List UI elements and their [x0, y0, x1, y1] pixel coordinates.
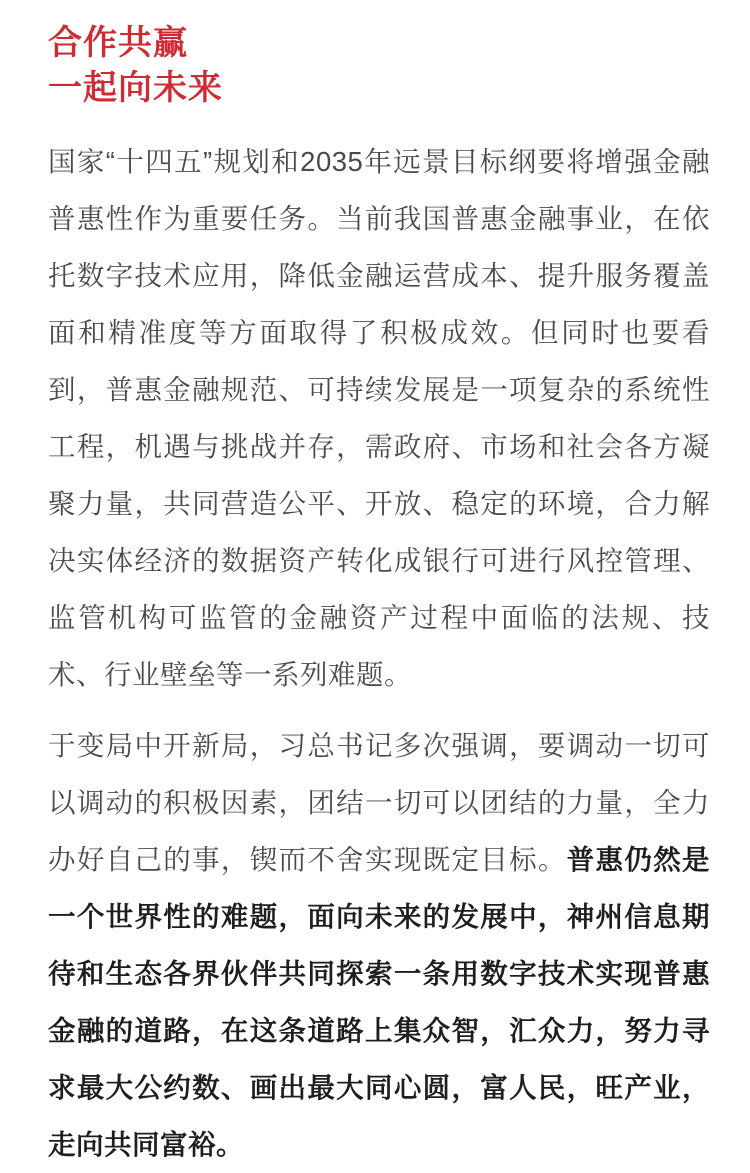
- title-line-1: 合作共赢: [48, 24, 188, 62]
- title-line-2: 一起向未来: [48, 69, 223, 107]
- paragraph-2: [48, 717, 710, 1173]
- paragraph-2-normal-text: 于变局中开新局，习总书记多次强调，要调动一切可以调动的积极因素，团结一切可以团结的力量，全力办好自己的事，锲而不舍实现既定目标。: [48, 730, 710, 875]
- article-title: [48, 21, 710, 111]
- paragraph-2-bold-text: 普惠仍然是一个世界性的难题，面向未来的发展中，神州信息期待和生态各界伙伴共同探索一条用数字技术实现普惠金融的道路，在这条道路上集众智，汇众力，努力寻求最大公约数、画出最大同心圆，富人民，旺产业，走向共同富裕。: [48, 844, 711, 1160]
- paragraph-1: 国家“十四五”规划和2035年远景目标纲要将增强金融普惠性作为重要任务。当前我国普惠金融事业，在依托数字技术应用，降低金融运营成本、提升服务覆盖面和精准度等方面取得了积极成效。但同时也要看到，普惠金融规范、可持续发展是一项复杂的系统性工程，机遇与挑战并存，需政府、市场和社会各方凝聚力量，共同营造公平、开放、稳定的环境，合力解决实体经济的数据资产转化成银行可进行风控管理、监管机构可监管的金融资产过程中面临的法规、技术、行业壁垒等一系列难题。: [48, 146, 710, 690]
